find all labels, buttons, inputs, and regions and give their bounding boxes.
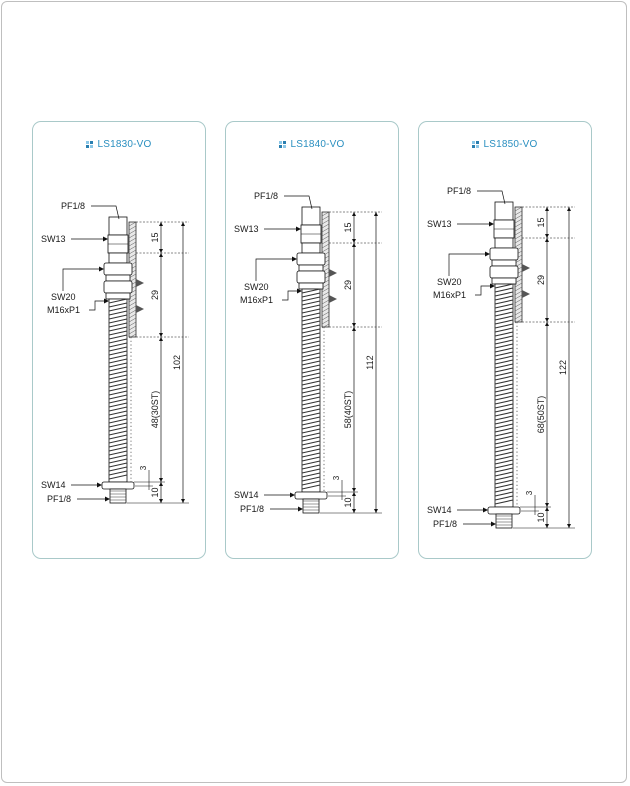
dim-arrow <box>545 207 549 211</box>
dim-arrow <box>181 222 185 226</box>
sw20-nut-lower <box>490 266 518 278</box>
model-name: LS1840-VO <box>290 139 345 150</box>
label-sw14: SW14 <box>41 480 66 490</box>
top-fitting <box>495 202 513 220</box>
leader-sw20 <box>449 254 489 276</box>
washer <box>492 260 516 266</box>
label-m16: M16xP1 <box>433 290 467 300</box>
plate-nut-lower <box>522 290 530 298</box>
dim-arrow <box>352 239 356 243</box>
label-pf-bottom: PF1/8 <box>433 519 458 529</box>
dim-arrow <box>567 207 571 211</box>
dim-arrow <box>545 238 549 242</box>
label-sw20: SW20 <box>437 277 462 287</box>
dim-arrow <box>159 499 163 503</box>
label-pf-top: PF1/8 <box>61 201 86 211</box>
dim-nut-zone-label: 29 <box>536 274 546 286</box>
dim-stroke-label: 48(30ST) <box>150 390 160 429</box>
dim-arrow <box>545 322 549 326</box>
top-fitting <box>302 207 320 225</box>
dim-arrow <box>545 503 549 507</box>
dim-arrow <box>159 333 163 337</box>
washer <box>106 293 130 299</box>
leader-arrow <box>103 237 108 242</box>
leader-arrow <box>489 222 494 227</box>
dim-stroke-label: 68(50ST) <box>536 395 546 434</box>
sw20-nut-lower <box>104 281 132 293</box>
leader-arrow <box>296 227 301 232</box>
dim-bottom-label: 10 <box>150 487 160 498</box>
dim-arrow <box>352 327 356 331</box>
plate-nut-upper <box>329 269 337 277</box>
label-m16: M16xP1 <box>47 305 81 315</box>
label-sw20: SW20 <box>51 292 76 302</box>
dim-arrow <box>567 524 571 528</box>
drawing-ls1850 <box>419 122 592 559</box>
dim-arrow <box>159 249 163 253</box>
label-sw13: SW13 <box>234 224 259 234</box>
plate-nut-upper <box>136 279 144 287</box>
sw20-nut-upper <box>297 253 325 265</box>
dim-arrow <box>352 323 356 327</box>
dim-total-label: 102 <box>172 354 182 371</box>
body-neck <box>302 243 320 253</box>
leader-arrow <box>491 522 496 527</box>
label-sw20: SW20 <box>244 282 269 292</box>
dim-arrow <box>159 253 163 257</box>
dim-arrow <box>545 507 549 511</box>
leader-arrow <box>97 483 102 488</box>
plate-nut-lower <box>136 305 144 313</box>
plate-nut-upper <box>522 264 530 272</box>
leader-arrow <box>485 252 490 257</box>
dim-arrow <box>352 488 356 492</box>
label-pf-bottom: PF1/8 <box>47 494 72 504</box>
label-sw14: SW14 <box>427 505 452 515</box>
dim-arrow <box>159 478 163 482</box>
label-sw13: SW13 <box>41 234 66 244</box>
dim-arrow <box>374 212 378 216</box>
dim-total-label: 112 <box>365 355 375 370</box>
dim-arrow <box>352 243 356 247</box>
leader-arrow <box>292 257 297 262</box>
leader-arrow <box>99 267 104 272</box>
dim-arrow <box>159 337 163 341</box>
dim-nut-zone-label: 29 <box>343 279 353 291</box>
leader-sw20 <box>63 269 103 291</box>
plate-nut-lower <box>329 295 337 303</box>
dim-top-label: 15 <box>150 232 160 243</box>
body-neck <box>109 253 127 263</box>
dim-arrow <box>545 318 549 322</box>
dim-top-label: 15 <box>343 222 353 233</box>
body-neck <box>495 238 513 248</box>
dim-arrow <box>545 234 549 238</box>
label-pf-top: PF1/8 <box>254 191 279 201</box>
sw20-nut-upper <box>490 248 518 260</box>
dim-arrow <box>181 499 185 503</box>
sw14-hex <box>295 492 327 499</box>
label-sw14: SW14 <box>234 490 259 500</box>
dim-gap-label: 3 <box>139 465 148 471</box>
leader-arrow <box>290 493 295 498</box>
product-card-ls1850 <box>418 121 592 559</box>
model-name: LS1830-VO <box>97 139 152 150</box>
product-card-ls1830 <box>32 121 206 559</box>
dim-top-label: 15 <box>536 217 546 228</box>
dim-arrow <box>374 509 378 513</box>
dim-stroke-label: 58(40ST) <box>343 390 353 429</box>
top-fitting <box>109 217 127 235</box>
dim-arrow <box>159 482 163 486</box>
washer <box>492 278 516 284</box>
leader-sw20 <box>256 259 296 281</box>
label-pf-bottom: PF1/8 <box>240 504 265 514</box>
model-name: LS1850-VO <box>483 139 538 150</box>
dim-arrow <box>352 212 356 216</box>
label-sw13: SW13 <box>427 219 452 229</box>
product-card-ls1840 <box>225 121 399 559</box>
washer <box>299 283 323 289</box>
sw20-nut-lower <box>297 271 325 283</box>
leader-arrow <box>298 507 303 512</box>
dim-arrow <box>352 492 356 496</box>
dim-bottom-label: 10 <box>343 497 353 508</box>
label-m16: M16xP1 <box>240 295 274 305</box>
sw14-hex <box>102 482 134 489</box>
dim-bottom-label: 10 <box>536 512 546 523</box>
drawing-ls1830 <box>33 122 206 559</box>
dim-nut-zone-label: 29 <box>150 289 160 301</box>
leader-arrow <box>105 497 110 502</box>
dim-total-label: 122 <box>558 359 568 376</box>
sw20-nut-upper <box>104 263 132 275</box>
sw14-hex <box>488 507 520 514</box>
drawing-ls1840 <box>226 122 399 559</box>
dim-arrow <box>545 524 549 528</box>
washer <box>299 265 323 271</box>
label-pf-top: PF1/8 <box>447 186 472 196</box>
leader-arrow <box>483 508 488 513</box>
dim-gap-label: 3 <box>332 475 341 481</box>
dim-gap-label: 3 <box>525 490 534 496</box>
dim-arrow <box>159 222 163 226</box>
dim-arrow <box>352 509 356 513</box>
washer <box>106 275 130 281</box>
